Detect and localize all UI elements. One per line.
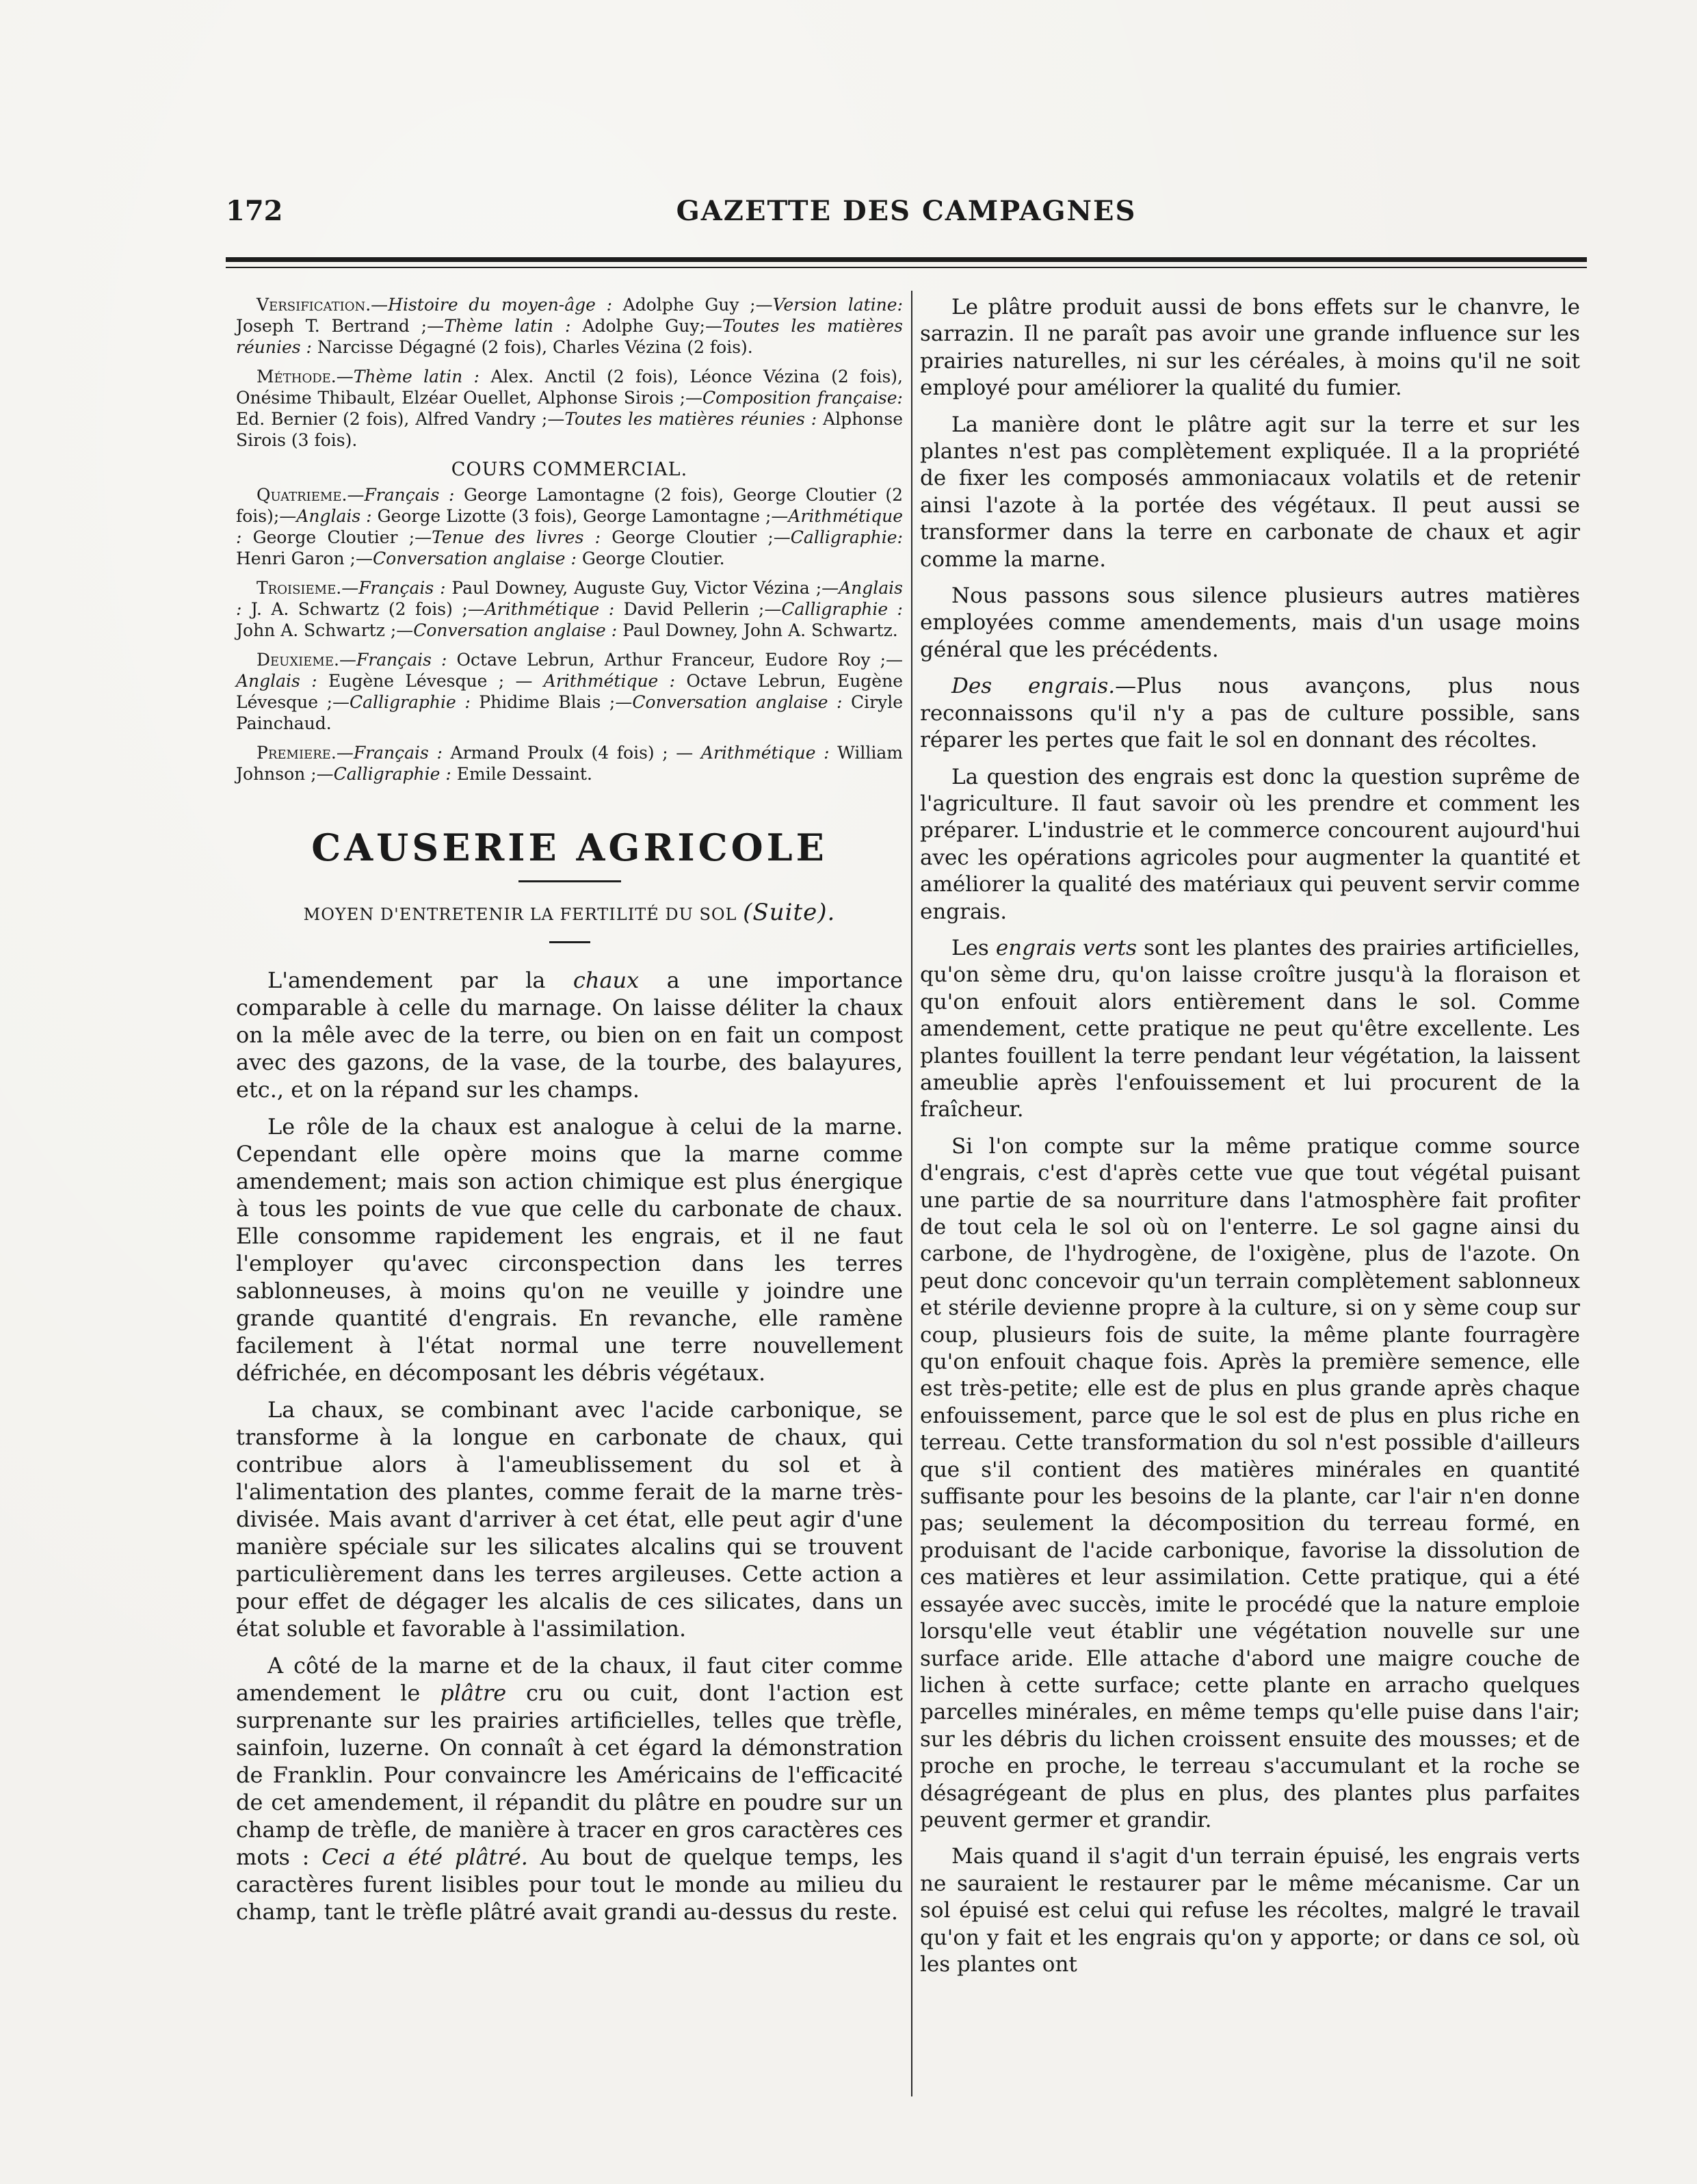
- text-run: Octave Lebrun, Eugène Lévesque ;—: [236, 671, 903, 712]
- text-run: Alphonse Sirois (3 fois).: [236, 409, 903, 450]
- italic-run: Conversation anglaise :: [372, 549, 577, 568]
- commercial-results-paragraph: [236, 484, 903, 569]
- article-paragraph: [920, 583, 1580, 663]
- text-run: Ciryle Painchaud.: [236, 692, 903, 733]
- page-header: [226, 195, 1587, 236]
- text-run: Henri Garon ;—: [236, 549, 373, 568]
- text-run: Alex. Anctil (2 fois), Léonce Vézina (2 fois), Onésime Thibault, Elzéar Ouellet, Alphonse Sirois ;—: [236, 367, 903, 408]
- article-subtitle: [236, 899, 903, 926]
- article-paragraph: [236, 1113, 903, 1386]
- page-number: 172: [226, 195, 283, 227]
- text-run: La question des engrais est donc la question suprême de l'agriculture. Il faut savoir où les prendre et comment les préparer. L'industrie et le commerce concourent aujourd'hui avec les opérations agricoles pour augmenter la quantité et améliorer la qualité des matériaux qui peuvent servir comme engrais.: [920, 764, 1580, 924]
- header-rule-thin: [226, 267, 1587, 268]
- text-run: Le rôle de la chaux est analogue à celui de la marne. Cependant elle opère moins que la marne comme amendement; mais son action chimique est plus énergique à tous les points de vue que celle du carbonate de chaux. Elle consomme rapidement les engrais, et il ne faut l'employer qu'avec circonspection dans les terres sablonneuses, à moins qu'on ne veuille y joindre une grande quantité d'engrais. En revanche, elle ramène facilement à l'état normal une terre nouvellement défrichée, en décomposant les débris végétaux.: [236, 1114, 903, 1386]
- text-run: Si l'on compte sur la même pratique comme source d'engrais, c'est d'après cette vue que tout végétal puisant une partie de sa nourriture dans l'atmosphère fait profiter de tout cela le sol où on l'enterre. Le sol gagne ainsi du carbone, de l'hydrogène, de l'oxigène, plus de l'azote. On peut donc concevoir qu'un terrain complètement sablonneux et stérile devienne propre à la culture, si on y sème coup sur coup, plusieurs fois de suite, la même plante fourragère qu'on enfouit chaque fois. Après la première semence, elle est très-petite; elle est de plus en plus grande après chaque enfouissement, parce que le sol est de plus en plus riche en terreau. Cette transformation du sol n'est possible d'ailleurs que s'il contient des matières minérales en quantité suffisante pour les besoins de la plante, car l'air n'en donne pas; seulement la décomposition du terreau formé, en produisant de l'acide carbonique, favorise la dissolution de ces matières et leur assimilation. Cette pratique, qui a été essayée avec succès, imite le procédé que la nature emploie lorsqu'elle veut établir une végétation nouvelle sur une surface aride. Elle attache d'abord une maigre couche de lichen à cette surface; cette plante en arracho quelques parcelles minérales, en même temps qu'elle puise dans l'air; sur les débris du lichen croissent ensuite des mousses; et de proche en proche, le terreau s'accumulant et la roche se désagrégeant de plus en plus, des plantes plus parfaites peuvent germer et grandir.: [920, 1133, 1580, 1832]
- text-run: —: [371, 295, 389, 315]
- text-run: Au bout de quelque temps, les caractères furent lisibles pour tout le monde au milieu du champ, tant le trèfle plâtré avait grandi au-dessus du reste.: [236, 1844, 904, 1925]
- italic-run: Français :: [353, 743, 443, 763]
- text-run: Narcisse Dégagné (2 fois), Charles Vézina (2 fois).: [311, 337, 753, 357]
- text-run: William Johnson ;—: [236, 743, 903, 784]
- italic-run: Anglais :: [296, 506, 372, 526]
- italic-run: Toutes les matières réunies :: [236, 316, 904, 357]
- italic-run: Composition française:: [702, 388, 903, 408]
- text-run: a une importance comparable à celle du marnage. On laisse déliter la chaux on la mêle avec de la terre, ou bien on en fait un compost avec des gazons, de la vase, de la tourbe, des balayures, etc., et on la répand sur les champs.: [236, 967, 904, 1103]
- italic-run: Calligraphie:: [790, 527, 903, 547]
- text-run: John A. Schwartz ;—: [236, 620, 414, 640]
- italic-run: Thème latin :: [353, 367, 479, 386]
- text-run: —: [341, 578, 359, 598]
- text-run: La manière dont le plâtre agit sur la terre et sur les plantes n'est pas complètement expliquée. Il a la propriété de fixer les composés ammoniacaux volatils et de retenir ainsi l'azote à la portée des végétaux. Il peut aussi se transformer dans la terre en carbonate de chaux et agir comme la marne.: [920, 412, 1580, 572]
- italic-run: Anglais :: [236, 578, 904, 619]
- text-run: J. A. Schwartz (2 fois) ;—: [241, 599, 485, 619]
- text-run: Eugène Lévesque ; —: [317, 671, 544, 691]
- italic-run: plâtre: [440, 1680, 507, 1706]
- text-run: Joseph T. Bertrand ;—: [236, 316, 445, 336]
- commercial-results-paragraph: [236, 742, 903, 785]
- right-column: [920, 294, 1580, 1988]
- text-run: cru ou cuit, dont l'action est surprenante sur les prairies artificielles, telles que trèfle, sainfoin, luzerne. On connaît à cet égard la démonstration de Franklin. Pour convaincre les Américains de l'efficacité de cet amendement, il répandit du plâtre en poudre sur un champ de trèfle, de manière à tracer en gros caractères ces mots :: [236, 1680, 904, 1870]
- text-run: Adolphe Guy;—: [570, 316, 722, 336]
- italic-run: Calligraphie :: [333, 764, 451, 784]
- text-run: L'amendement par la: [267, 967, 573, 993]
- text-run: Armand Proulx (4 fois) ; —: [442, 743, 701, 763]
- italic-run: Histoire du moyen-âge :: [388, 295, 613, 315]
- italic-run: Arithmétique :: [700, 743, 830, 763]
- class-label: Troisieme.: [256, 578, 342, 598]
- column-divider: [911, 291, 912, 2096]
- commercial-course-heading: COURS COMMERCIAL.: [451, 459, 688, 480]
- subtitle-dash: [549, 941, 590, 943]
- exam-results-paragraph: [236, 366, 903, 451]
- italic-run: Toutes les matières réunies :: [564, 409, 817, 429]
- left-column: [236, 294, 903, 1935]
- text-run: Adolphe Guy ;—: [612, 295, 773, 315]
- header-rule-thick: [226, 257, 1587, 262]
- text-run: George Lamontagne (2 fois), George Cloutier (2 fois);—: [236, 485, 904, 526]
- class-label: Premiere.: [256, 743, 337, 763]
- text-run: —: [336, 743, 354, 763]
- italic-run: Français :: [356, 650, 447, 670]
- text-run: —: [347, 485, 365, 505]
- italic-run: Anglais :: [236, 671, 317, 691]
- text-run: Ed. Bernier (2 fois), Alfred Vandry ;—: [236, 409, 565, 429]
- article-paragraph: [920, 1843, 1580, 1978]
- article-paragraph: [236, 966, 903, 1103]
- article-paragraph: [920, 764, 1580, 925]
- text-run: Emile Dessaint.: [451, 764, 592, 784]
- text-run: George Lizotte (3 fois), George Lamontagne ;—: [371, 506, 789, 526]
- italic-run: Français :: [364, 485, 455, 505]
- class-label: Deuxieme.: [256, 650, 339, 670]
- italic-run: engrais verts: [995, 935, 1137, 960]
- text-run: La chaux, se combinant avec l'acide carbonique, se transforme à la longue en carbonate de chaux, qui contribue alors à l'ameublissement du sol et à l'alimentation des plantes, comme ferait de la marne très-divisée. Mais avant d'arriver à cet état, elle peut agir d'une manière spéciale sur les silicates alcalins qui se trouvent particulièrement dans les terres argileuses. Cette action a pour effet de dégager les alcalis de ces silicates, dans un état soluble et favorable à l'assimilation.: [236, 1397, 903, 1642]
- article-paragraph: [920, 673, 1580, 754]
- italic-run: Version latine:: [772, 295, 904, 315]
- text-run: Mais quand il s'agit d'un terrain épuisé, les engrais verts ne sauraient le restaurer par le même mécanisme. Car un sol épuisé est celui qui refuse les récoltes, malgré le travail qu'on y fait et les engrais qu'on y apporte; or dans ce sol, où les plantes ont: [920, 1844, 1580, 1977]
- article-subtitle-suffix: (Suite).: [743, 899, 836, 926]
- text-run: David Pellerin ;—: [614, 599, 782, 619]
- article-paragraph: [920, 412, 1580, 573]
- commercial-results-paragraph: [236, 577, 903, 641]
- text-run: Les: [951, 935, 996, 960]
- text-run: George Cloutier ;—: [241, 527, 432, 547]
- class-label: Méthode.: [256, 367, 337, 386]
- italic-run: Des engrais.: [951, 674, 1116, 699]
- text-run: George Cloutier ;—: [601, 527, 791, 547]
- article-paragraph: [920, 935, 1580, 1124]
- italic-run: Tenue des livres :: [432, 527, 601, 547]
- text-run: Paul Downey, Auguste Guy, Victor Vézina ;—: [445, 578, 839, 598]
- text-run: Phidime Blais ;—: [470, 692, 633, 712]
- article-paragraph: [236, 1396, 903, 1642]
- italic-run: Arithmétique :: [484, 599, 615, 619]
- italic-run: Arithmétique :: [236, 506, 904, 547]
- text-run: Paul Downey, John A. Schwartz.: [617, 620, 898, 640]
- running-title: GAZETTE DES CAMPAGNES: [676, 195, 1137, 227]
- text-run: George Cloutier.: [576, 549, 725, 568]
- text-run: Octave Lebrun, Arthur Franceur, Eudore Roy ;—: [447, 650, 904, 670]
- commercial-results-paragraph: [236, 649, 903, 734]
- italic-run: Thème latin :: [444, 316, 571, 336]
- italic-run: chaux: [573, 967, 640, 993]
- text-run: Le plâtre produit aussi de bons effets sur le chanvre, le sarrazin. Il ne paraît pas avoir une grande influence sur les prairies naturelles, ni sur les céréales, à moins qu'il ne soit employé pour améliorer la qualité du fumier.: [920, 295, 1580, 401]
- exam-results-paragraph: [236, 294, 903, 358]
- class-label: Quatrieme.: [256, 485, 347, 505]
- text-run: sont les plantes des prairies artificielles, qu'on sème dru, qu'on laisse croître jusqu'à la floraison et qu'on enfouit alors entièrement dans le sol. Comme amendement, cette pratique ne peut qu'être excellente. Les plantes fouillent la terre pendant leur végétation, la laissent ameublie après l'enfouissement et lui procurent de la fraîcheur.: [920, 935, 1581, 1122]
- italic-run: Arithmétique :: [543, 671, 676, 691]
- title-rule: [518, 880, 621, 882]
- class-label: Versification.: [256, 295, 371, 315]
- article-title: CAUSERIE AGRICOLE: [311, 826, 828, 869]
- text-run: —Plus nous avançons, plus nous reconnaissons qu'il n'y a pas de culture possible, sans réparer les pertes que fait le sol en donnant des récoltes.: [920, 674, 1580, 753]
- text-run: —: [336, 367, 354, 386]
- italic-run: Conversation anglaise :: [413, 620, 618, 640]
- italic-run: Ceci a été plâtré.: [321, 1844, 528, 1870]
- text-run: —: [339, 650, 356, 670]
- article-subtitle-text: MOYEN D'ENTRETENIR LA FERTILITÉ DU SOL: [303, 905, 737, 924]
- text-run: A côté de la marne et de la chaux, il faut citer comme amendement le: [236, 1653, 903, 1706]
- article-paragraph: [920, 1133, 1580, 1834]
- italic-run: Conversation anglaise :: [632, 692, 843, 712]
- italic-run: Calligraphie :: [781, 599, 903, 619]
- text-run: Nous passons sous silence plusieurs autres matières employées comme amendements, mais d'un usage moins général que les précédents.: [920, 583, 1580, 662]
- italic-run: Français :: [358, 578, 446, 598]
- article-paragraph: [236, 1652, 903, 1925]
- article-paragraph: [920, 294, 1580, 402]
- italic-run: Calligraphie :: [350, 692, 471, 712]
